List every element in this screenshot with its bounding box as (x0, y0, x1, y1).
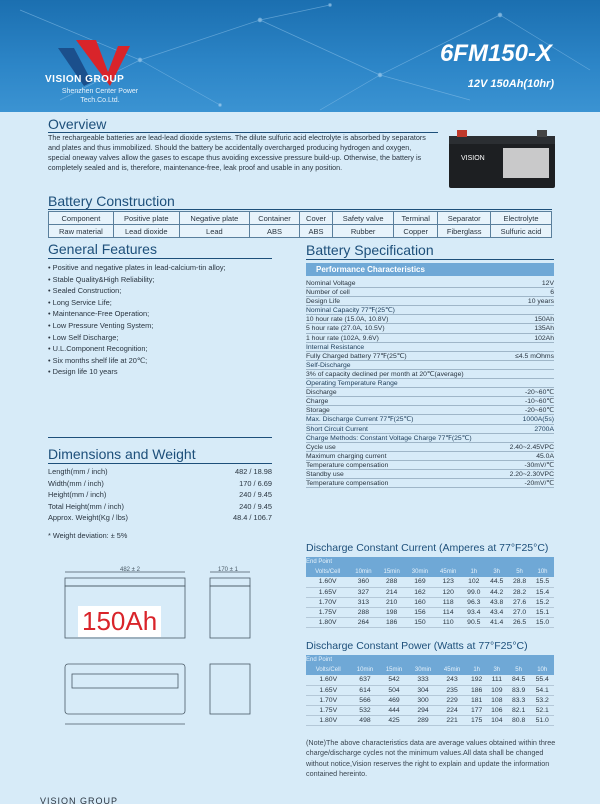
battery-brand-text: VISION (461, 155, 485, 162)
spec-label: Standby use (306, 470, 344, 478)
weight-note: * Weight deviation: ± 5% (48, 531, 128, 540)
table-cell: 1.75V (306, 705, 350, 715)
list-item: • U.L.Component Recognition; (48, 343, 278, 355)
footer-note: (Note)The above characteristics data are average values obtained within three charge/discharge cycles not the minimum values.All data shall be changed without notice,Vision reserves the right to explain and update the information contained hereinto. (306, 738, 556, 779)
overview-text: The rechargeable batteries are lead-lead dioxide systems. The dilute sulfuric acid electrolyte is absorbed by separators and plates and thus immobilized. Should the battery be accidentally overcharged producing hydrogen and oxygen, special oneway valves allow the gases to escape thus avoiding excessive pressure build-up. Otherwise, the battery is completely sealed and is, therefore, maintenance-free, leak proof and usable in any position. (48, 133, 426, 172)
spec-label: Charge (306, 398, 329, 406)
specification-heading: Battery Specification (306, 242, 434, 258)
table-cell: ABS (299, 225, 332, 238)
table-cell: 41.4 (485, 617, 508, 627)
discharge-power-table (306, 655, 554, 726)
spec-label: Nominal Capacity 77℉(25℃) (306, 307, 395, 315)
table-cell: 288 (349, 607, 377, 617)
spec-row (306, 406, 554, 415)
table-cell: 444 (379, 705, 408, 715)
spec-label: Internal Resistance (306, 343, 365, 351)
spec-value: 12V (541, 280, 554, 287)
spec-row (306, 297, 554, 306)
spec-value: 2.40~2.45VPC (509, 443, 554, 451)
dimension-row (48, 502, 272, 514)
dimensions-divider (48, 463, 272, 464)
table-header-cell: 10h (531, 567, 554, 577)
table-cell: 26.5 (508, 617, 531, 627)
spec-value: 45.0A (536, 452, 554, 460)
spec-label: Number of cell (306, 289, 350, 297)
table-cell: 498 (350, 715, 379, 725)
features-bottom-divider (48, 437, 272, 438)
table-cell: 120 (434, 587, 462, 597)
table-cell: Raw material (49, 225, 114, 238)
table-row (306, 675, 554, 685)
table-header-cell: End Point (306, 557, 554, 567)
table-cell: 566 (350, 695, 379, 705)
specification-divider (306, 259, 554, 260)
table-cell: 150 (406, 617, 434, 627)
length-dimension: 482 ± 2 (120, 567, 140, 573)
table-cell: Rubber (333, 225, 394, 238)
table-cell: 264 (349, 617, 377, 627)
table-header-row (306, 655, 554, 665)
table-cell: Container (250, 212, 300, 225)
table-cell: 54.1 (530, 685, 554, 695)
spec-label: Self-Discharge (306, 361, 351, 369)
spec-label: Temperature compensation (306, 480, 389, 488)
brand-subtitle: Shenzhen Center Power Tech.Co.Ltd. (61, 88, 139, 104)
list-item: • Low Self Discharge; (48, 332, 278, 344)
spec-row (306, 334, 554, 343)
spec-row (306, 279, 554, 288)
table-cell: 1.80V (306, 715, 350, 725)
table-row (306, 577, 554, 587)
table-cell: 1.65V (306, 587, 349, 597)
table-cell: 294 (409, 705, 438, 715)
table-header-row (306, 557, 554, 567)
spec-row (306, 461, 554, 470)
table-header-cell: Volts/Cell (306, 665, 350, 675)
discharge-power-heading: Discharge Constant Power (Watts at 77°F25°C) (306, 640, 528, 652)
features-heading: General Features (48, 241, 157, 257)
dimension-row (48, 490, 272, 502)
overview-heading: Overview (48, 116, 107, 132)
table-cell: 300 (409, 695, 438, 705)
spec-value: -20~60℃ (525, 407, 554, 415)
table-cell: 55.4 (530, 675, 554, 685)
table-header-cell: 15min (379, 665, 408, 675)
table-cell: 96.3 (462, 597, 485, 607)
table-cell: 15.0 (531, 617, 554, 627)
spec-row (306, 479, 554, 488)
battery-drawing (60, 564, 260, 734)
dimension-value: 48.4 / 106.7 (232, 513, 272, 522)
table-cell: 289 (409, 715, 438, 725)
spec-value: 2.20~2.30VPC (509, 470, 554, 478)
table-cell: 27.0 (508, 607, 531, 617)
table-cell: 469 (379, 695, 408, 705)
table-cell: 53.2 (530, 695, 554, 705)
table-header-cell: 45min (434, 567, 462, 577)
spec-list (306, 279, 554, 488)
table-cell: 1.65V (306, 685, 350, 695)
header-banner (0, 0, 600, 112)
spec-value: -20~60℃ (525, 389, 554, 397)
table-cell: 44.2 (485, 587, 508, 597)
dimension-label: Total Height(mm / inch) (48, 501, 124, 511)
table-cell: 15.1 (531, 607, 554, 617)
table-row (306, 587, 554, 597)
table-cell: Electrolyte (491, 212, 552, 225)
battery-image (445, 130, 560, 192)
table-cell: 15.4 (531, 587, 554, 597)
table-header-cell: 45min (438, 665, 467, 675)
table-cell: 224 (438, 705, 467, 715)
table-cell: 80.8 (507, 715, 531, 725)
spec-label: Nominal Voltage (306, 280, 356, 287)
bottom-brand: VISION GROUP (40, 796, 119, 804)
table-cell: 99.0 (462, 587, 485, 597)
table-header-row (306, 665, 554, 675)
spec-row (306, 397, 554, 406)
table-cell: 43.4 (485, 607, 508, 617)
table-cell: 102 (462, 577, 485, 587)
dimension-value: 170 / 6.69 (239, 478, 272, 488)
list-item: • Low Pressure Venting System; (48, 320, 278, 332)
spec-row (306, 370, 554, 379)
model-title: 6FM150-X (439, 40, 552, 67)
features-divider (48, 258, 272, 259)
spec-label: Storage (306, 407, 330, 415)
dimension-label: Width(mm / inch) (48, 478, 104, 488)
table-header-row (306, 567, 554, 577)
construction-divider (48, 209, 552, 210)
spec-value: 10 years (527, 298, 554, 306)
table-header-cell: 30min (406, 567, 434, 577)
table-cell: 1.70V (306, 695, 350, 705)
spec-row (306, 288, 554, 297)
table-cell: 83.3 (507, 695, 531, 705)
table-cell: 1.60V (306, 675, 350, 685)
spec-value: 150Ah (534, 316, 554, 324)
spec-label: 10 hour rate (15.0A, 10.8V) (306, 316, 389, 324)
table-cell: 118 (434, 597, 462, 607)
table-row (306, 607, 554, 617)
spec-value: ≤4.5 mOhms (515, 352, 554, 360)
list-item: • Design life 10 years (48, 366, 278, 378)
table-cell: 229 (438, 695, 467, 705)
dimension-label: Length(mm / inch) (48, 467, 108, 476)
table-cell: 156 (406, 607, 434, 617)
table-cell: 532 (350, 705, 379, 715)
table-header-cell: 5h (507, 665, 531, 675)
spec-value: 135Ah (534, 325, 554, 333)
table-cell: 162 (406, 587, 434, 597)
table-cell: 110 (434, 617, 462, 627)
table-header-cell: 1h (462, 567, 485, 577)
table-cell: 198 (378, 607, 406, 617)
table-cell: 1.75V (306, 607, 349, 617)
spec-value: 102Ah (534, 334, 554, 342)
capacity-label: 150Ah (78, 606, 161, 637)
table-row (306, 617, 554, 627)
spec-value: -30mV/℃ (524, 461, 554, 469)
table-cell: 90.5 (462, 617, 485, 627)
spec-label: Short Circuit Current (306, 425, 368, 433)
list-item: • Positive and negative plates in lead-calcium-tin alloy; (48, 262, 278, 274)
performance-bar: Performance Characteristics (306, 263, 554, 276)
dimension-row (48, 467, 272, 479)
table-header-cell: End Point (306, 655, 554, 665)
table-header-cell: 10min (349, 567, 377, 577)
table-header-cell: 5h (508, 567, 531, 577)
list-item: • Stable Quality&High Reliability; (48, 274, 278, 286)
table-cell: 44.5 (485, 577, 508, 587)
table-cell: 637 (350, 675, 379, 685)
table-cell: 28.8 (508, 577, 531, 587)
spec-row (306, 470, 554, 479)
table-cell: 123 (434, 577, 462, 587)
spec-label: 3% of capacity declined per month at 20℃(average) (306, 370, 464, 378)
table-cell: 111 (487, 675, 507, 685)
spec-label: Temperature compensation (306, 461, 389, 469)
table-cell: 313 (349, 597, 377, 607)
table-cell: 28.2 (508, 587, 531, 597)
spec-label: 5 hour rate (27.0A, 10.5V) (306, 325, 385, 333)
dimensions-heading: Dimensions and Weight (48, 446, 196, 462)
spec-row (306, 379, 554, 388)
table-cell: 93.4 (462, 607, 485, 617)
spec-label: Charge Methods: Constant Voltage Charge 77℉(25℃) (306, 434, 472, 442)
table-cell: Sulfuric acid (491, 225, 552, 238)
spec-row (306, 343, 554, 352)
table-header-cell: 10min (350, 665, 379, 675)
spec-row (306, 452, 554, 461)
table-cell: 169 (406, 577, 434, 587)
spec-value: 6 (550, 289, 554, 297)
spec-row (306, 306, 554, 315)
table-cell: Lead dioxide (113, 225, 179, 238)
table-cell: 425 (379, 715, 408, 725)
discharge-current-table (306, 557, 554, 628)
construction-value-row (49, 225, 552, 238)
dimension-row (48, 479, 272, 491)
table-cell: 214 (378, 587, 406, 597)
model-spec: 12V 150Ah(10hr) (467, 78, 554, 90)
table-cell: 333 (409, 675, 438, 685)
table-row (306, 685, 554, 695)
spec-value: -20mV/℃ (524, 480, 554, 488)
table-cell: 186 (467, 685, 487, 695)
table-cell: 27.6 (508, 597, 531, 607)
dimension-row (48, 513, 272, 525)
table-cell: 235 (438, 685, 467, 695)
table-cell: 504 (379, 685, 408, 695)
spec-label: Discharge (306, 389, 337, 397)
table-header-cell: 3h (487, 665, 507, 675)
dimension-label: Height(mm / inch) (48, 490, 107, 499)
list-item: • Sealed Construction; (48, 285, 278, 297)
spec-value: 2700A (534, 425, 554, 433)
spec-label: Operating Temperature Range (306, 380, 398, 388)
table-cell: 175 (467, 715, 487, 725)
table-cell: 52.1 (530, 705, 554, 715)
table-cell: 108 (487, 695, 507, 705)
construction-header-row (49, 212, 552, 225)
spec-row (306, 434, 554, 443)
table-cell: Safety valve (333, 212, 394, 225)
list-item: • Six months shelf life at 20℃; (48, 355, 278, 367)
spec-label: Design Life (306, 298, 341, 306)
spec-row (306, 315, 554, 324)
dimension-label: Approx. Weight(Kg / lbs) (48, 513, 128, 522)
table-cell: Negative plate (179, 212, 249, 225)
spec-value: -10~60℃ (525, 398, 554, 406)
table-header-cell: Volts/Cell (306, 567, 349, 577)
dimension-value: 240 / 9.45 (239, 501, 272, 511)
table-cell: 542 (379, 675, 408, 685)
table-cell: 210 (378, 597, 406, 607)
table-cell: 304 (409, 685, 438, 695)
table-header-cell: 1h (467, 665, 487, 675)
spec-label: Max. Discharge Current 77℉(25℃) (306, 416, 414, 424)
table-row (306, 705, 554, 715)
spec-label: Cycle use (306, 443, 336, 451)
table-cell: 82.1 (507, 705, 531, 715)
spec-row (306, 352, 554, 361)
table-cell: 614 (350, 685, 379, 695)
table-cell: 186 (378, 617, 406, 627)
table-cell: Cover (299, 212, 332, 225)
features-list (48, 262, 278, 378)
table-cell: 181 (467, 695, 487, 705)
table-cell: 1.70V (306, 597, 349, 607)
table-header-cell: 3h (485, 567, 508, 577)
table-cell: 288 (378, 577, 406, 587)
table-cell: 83.9 (507, 685, 531, 695)
spec-row (306, 443, 554, 452)
spec-value: 1000A(5s) (522, 416, 554, 424)
table-cell: 43.8 (485, 597, 508, 607)
dimension-value: 482 / 18.98 (235, 467, 272, 476)
table-cell: 177 (467, 705, 487, 715)
spec-row (306, 425, 554, 434)
table-cell: 360 (349, 577, 377, 587)
discharge-current-heading: Discharge Constant Current (Amperes at 77°F25°C) (306, 542, 549, 554)
table-cell: 160 (406, 597, 434, 607)
spec-row (306, 324, 554, 333)
table-cell: Positive plate (113, 212, 179, 225)
table-cell: Fiberglass (438, 225, 491, 238)
list-item: • Maintenance-Free Operation; (48, 308, 278, 320)
table-cell: Terminal (394, 212, 438, 225)
table-row (306, 597, 554, 607)
table-cell: 327 (349, 587, 377, 597)
spec-label: Maximum charging current (306, 452, 387, 460)
spec-row (306, 361, 554, 370)
table-cell: 221 (438, 715, 467, 725)
table-cell: 84.5 (507, 675, 531, 685)
table-cell: 1.80V (306, 617, 349, 627)
list-item: • Long Service Life; (48, 297, 278, 309)
construction-table (48, 211, 552, 238)
table-row (306, 715, 554, 725)
table-header-cell: 10h (530, 665, 554, 675)
table-header-cell: 30min (409, 665, 438, 675)
table-cell: Lead (179, 225, 249, 238)
spec-label: 1 hour rate (102A, 9.6V) (306, 334, 379, 342)
table-cell: 51.0 (530, 715, 554, 725)
construction-heading: Battery Construction (48, 193, 175, 209)
table-cell: Component (49, 212, 114, 225)
table-cell: 15.5 (531, 577, 554, 587)
table-cell: 114 (434, 607, 462, 617)
table-cell: 109 (487, 685, 507, 695)
spec-label: Fully Charged battery 77℉(25℃) (306, 352, 407, 360)
table-header-cell: 15min (378, 567, 406, 577)
table-cell: Separator (438, 212, 491, 225)
dimensions-list (48, 467, 272, 525)
table-cell: 104 (487, 715, 507, 725)
table-cell: 192 (467, 675, 487, 685)
table-cell: 1.60V (306, 577, 349, 587)
table-cell: Copper (394, 225, 438, 238)
spec-row (306, 388, 554, 397)
dimension-value: 240 / 9.45 (239, 490, 272, 499)
brand-name: VISION GROUP (45, 74, 125, 85)
width-dimension: 170 ± 1 (218, 567, 238, 573)
table-cell: ABS (250, 225, 300, 238)
table-row (306, 695, 554, 705)
table-cell: 243 (438, 675, 467, 685)
table-cell: 15.2 (531, 597, 554, 607)
table-cell: 106 (487, 705, 507, 715)
spec-row (306, 415, 554, 424)
